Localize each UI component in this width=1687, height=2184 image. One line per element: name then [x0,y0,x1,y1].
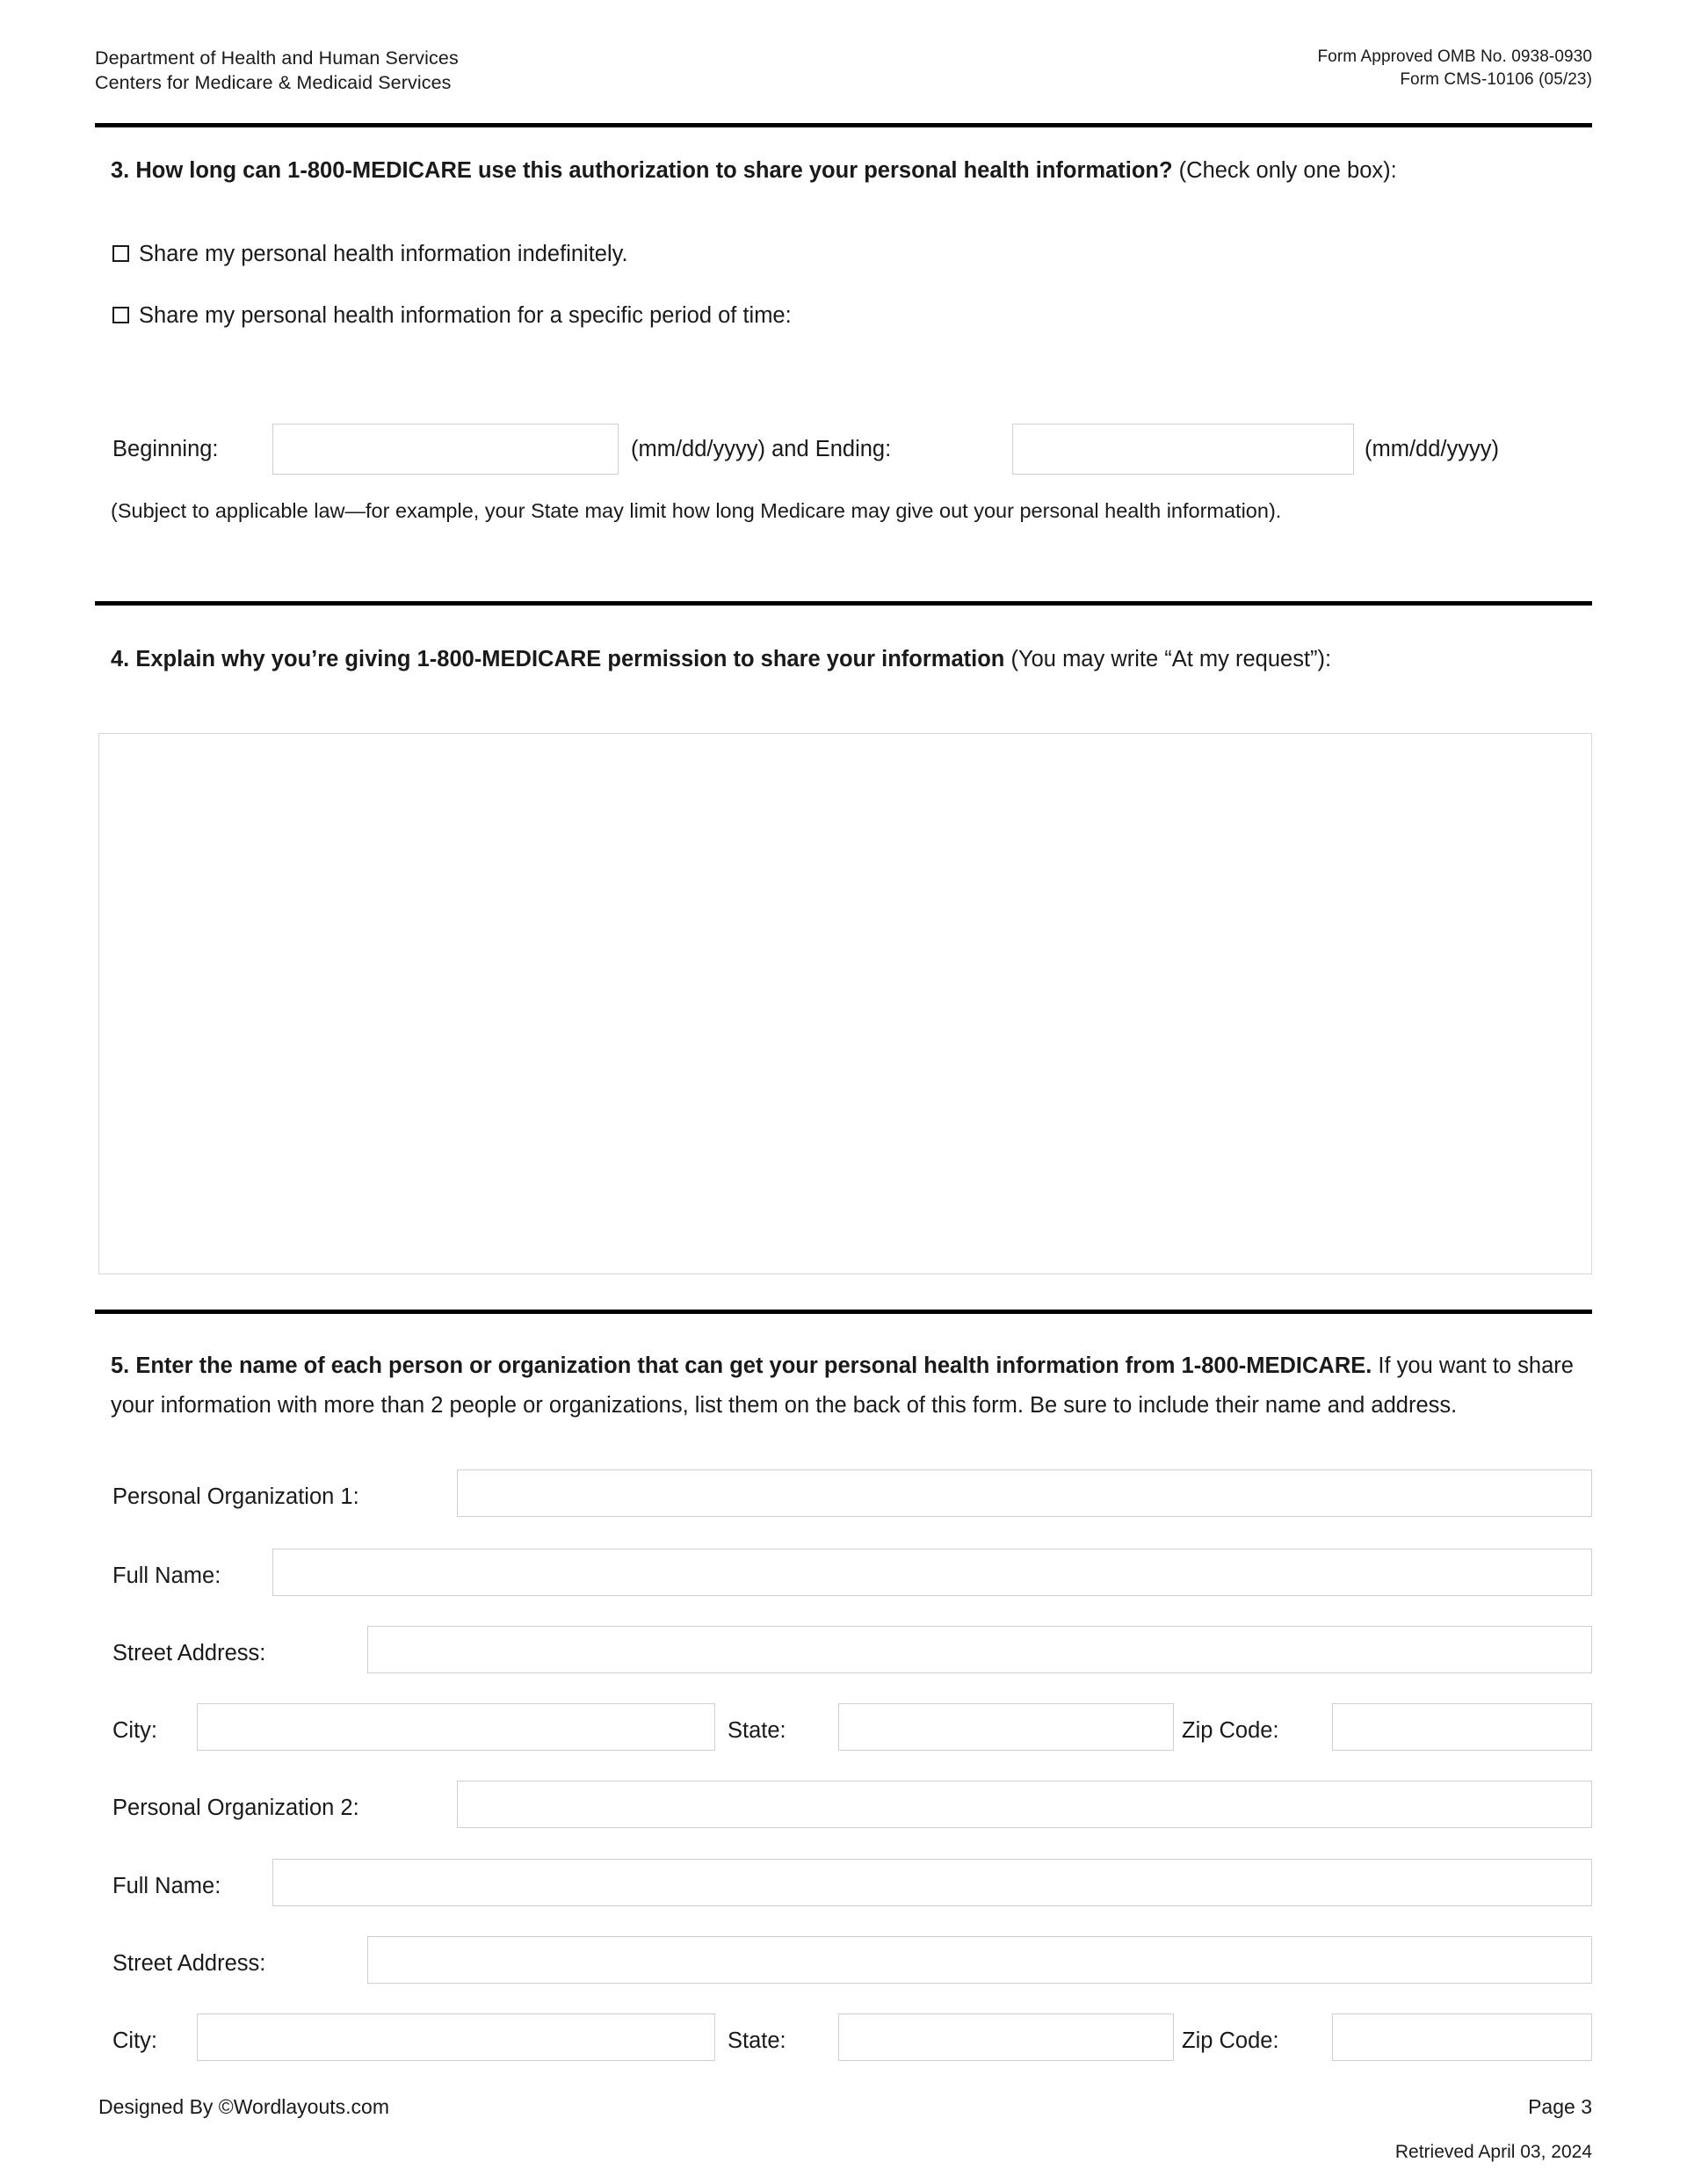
agency-block [95,46,459,95]
ending-date-input[interactable] [1012,424,1354,475]
section-divider-after-q4 [95,1310,1592,1314]
q3-option-specific-period-label: Share my personal health information for a specific period of time: [139,303,792,328]
q3-option-indefinite-label: Share my personal health information indefinitely. [139,242,628,266]
beginning-date-label: Beginning: [112,437,219,461]
org1-street-address-input[interactable] [367,1626,1592,1673]
org2-state-input[interactable] [838,2013,1174,2061]
org1-street-address-label: Street Address: [112,1641,266,1665]
org1-city-label: City: [112,1718,157,1743]
org2-city-input[interactable] [197,2013,715,2061]
question-4-heading [111,640,1592,679]
beginning-date-input[interactable] [272,424,619,475]
question-4-tail-text: (You may write “At my request”): [1004,647,1332,671]
org1-zip-code-input[interactable] [1332,1703,1592,1751]
org1-city-input[interactable] [197,1703,715,1751]
org2-full-name-label: Full Name: [112,1874,221,1898]
form-number: Form CMS-10106 (05/23) [1400,70,1592,89]
form-meta-block [1317,46,1592,91]
question-5-tail-text: If you want to share your information with more than 2 people or organizations, list them on the back of this form. Be sure to include their name and address. [111,1353,1574,1418]
org2-zip-code-input[interactable] [1332,2013,1592,2061]
org1-full-name-input[interactable] [272,1549,1592,1596]
checkbox-empty-icon[interactable] [112,245,129,262]
question-3-bold-text: 3. How long can 1-800-MEDICARE use this authorization to share your personal health information? [111,158,1173,183]
org1-organization-label: Personal Organization 1: [112,1484,359,1509]
header-divider [95,123,1592,127]
org2-zip-code-label: Zip Code: [1182,2028,1279,2053]
omb-number: Form Approved OMB No. 0938-0930 [1317,47,1592,66]
question-5-bold-line2: 1-800-MEDICARE. [1181,1353,1372,1378]
beginning-date-format-and-ending-label: (mm/dd/yyyy) and Ending: [631,437,892,461]
checkbox-empty-icon[interactable] [112,307,129,323]
org2-full-name-input[interactable] [272,1859,1592,1906]
footer-page-number: Page 3 [1528,2095,1592,2118]
q3-legal-note: (Subject to applicable law—for example, your State may limit how long Medicare may give out your personal health information). [111,499,1282,522]
org2-organization-input[interactable] [457,1781,1592,1828]
agency-name-line2: Centers for Medicare & Medicaid Services [95,72,452,93]
agency-name-line1: Department of Health and Human Services [95,47,459,69]
org2-street-address-label: Street Address: [112,1951,266,1976]
question-5-heading [111,1346,1592,1426]
footer-retrieved-date: Retrieved April 03, 2024 [1394,2142,1592,2162]
org2-state-label: State: [728,2028,786,2053]
org2-city-label: City: [112,2028,157,2053]
question-5-bold-line1: 5. Enter the name of each person or organization that can get your personal health information from [111,1353,1176,1378]
org2-street-address-input[interactable] [367,1936,1592,1984]
org1-organization-input[interactable] [457,1469,1592,1517]
org1-state-label: State: [728,1718,786,1743]
org2-organization-label: Personal Organization 2: [112,1796,359,1820]
section-divider-after-q3 [95,601,1592,606]
org1-zip-code-label: Zip Code: [1182,1718,1279,1743]
q3-option-indefinite[interactable] [112,239,628,269]
footer-designed-by: Designed By ©Wordlayouts.com [98,2095,389,2118]
q3-option-specific-period[interactable] [112,301,792,330]
org1-full-name-label: Full Name: [112,1564,221,1588]
ending-date-format-label: (mm/dd/yyyy) [1365,437,1499,461]
question-4-answer-textarea[interactable] [98,733,1592,1274]
question-3-tail-text: (Check only one box): [1172,158,1397,183]
question-3-heading [111,151,1592,191]
question-4-bold-text: 4. Explain why you’re giving 1-800-MEDICARE permission to share your information [111,647,1005,671]
document-header [95,46,1592,95]
org1-state-input[interactable] [838,1703,1174,1751]
